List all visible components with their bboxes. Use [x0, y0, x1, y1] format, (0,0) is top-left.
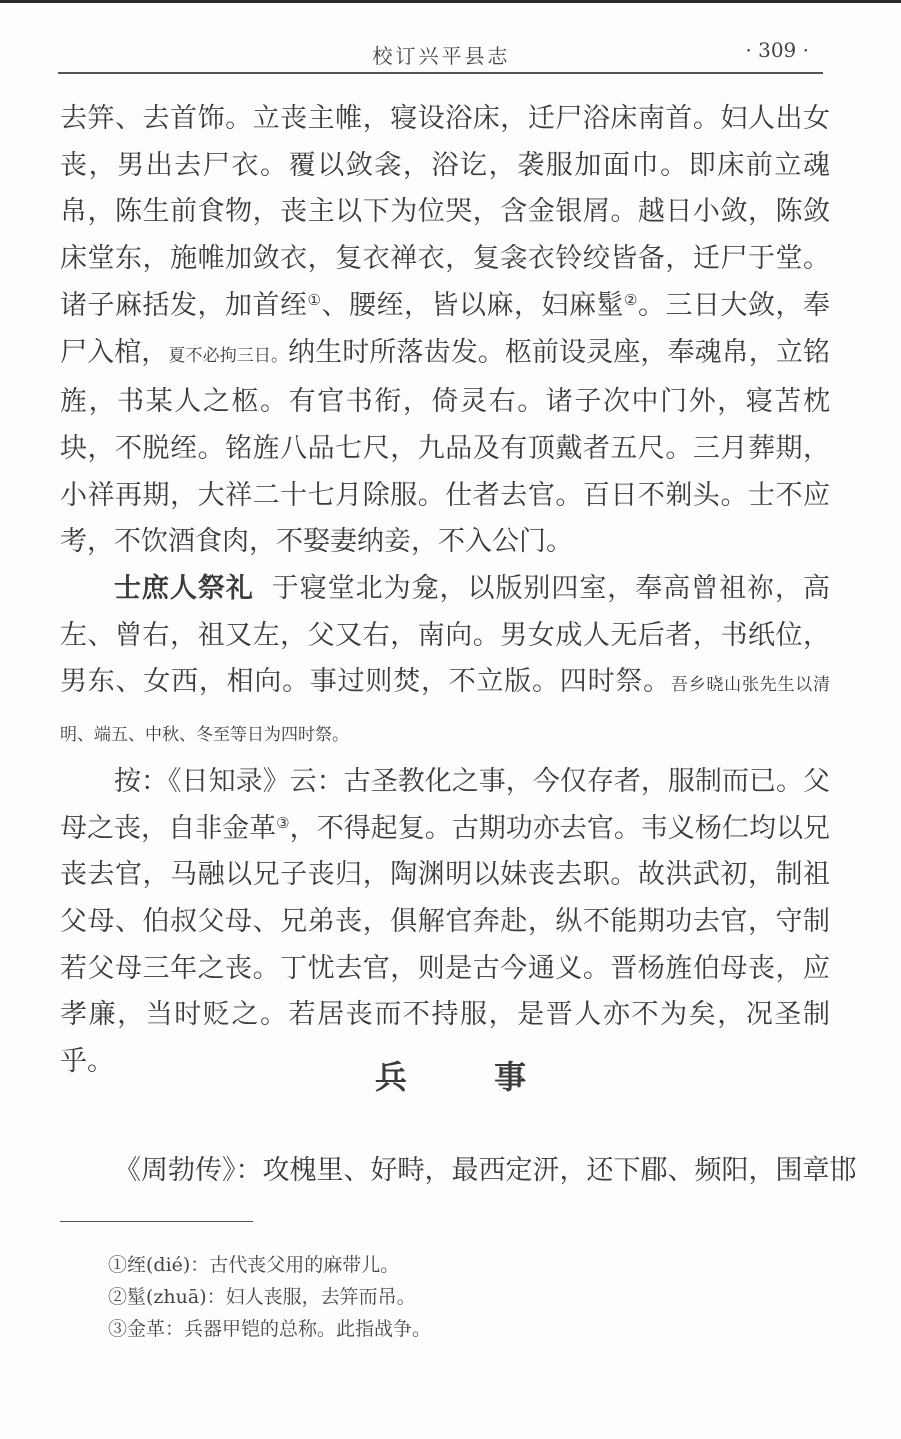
footnote-rule — [60, 1221, 253, 1222]
section-first-line: 《周勃传》：攻槐里、好畤，最西定汧，还下郿、频阳，围章邯 — [114, 1155, 857, 1186]
paragraph-commentary — [60, 759, 830, 1086]
text-run: 于寝堂北为龛，以版别四室，奉高曾祖祢，高左、曾右，祖又左，父又右，南向。男女成人无后者，书纸位，男东、女西，相向。事过则焚，不立版。四时祭。 — [60, 573, 831, 698]
page-number: · 309 · — [745, 38, 809, 62]
running-title: 校订兴平县志 — [372, 44, 511, 68]
footnote-2: ②髽(zhuā)：妇人丧服，去笄而吊。 — [108, 1286, 416, 1308]
paragraph-funeral-rites — [60, 96, 830, 566]
inline-annotation: 吾乡晓山张先生以清明、端五、中秋、冬至等日为四时祭。 — [60, 675, 831, 746]
text-run: ，不得起复。古期功亦去官。韦义杨仁均以兄丧去官，马融以兄子丧归，陶渊明以妹丧去职。故洪武初，制祖父母、伯叔父母、兄弟丧，俱解官奔赴，纵不能期功去官，守制若父母三年之丧。丁忧去官，则是古今通义。晋杨旌伯母丧，应孝廉，当时贬之。若居丧而不持服，是晋人亦不为矣，况圣制乎。 — [60, 812, 830, 1078]
text-run: 。三日大敛，奉尸入棺， — [60, 289, 831, 368]
footnote-ref-1: ① — [307, 290, 322, 309]
paragraph-sacrifice-rites — [60, 566, 830, 759]
text-run: 纳生时所落齿发。柩前设灵座，奉魂帛，立铭旌，书某人之柩。有官书衔，倚灵右。诸子次中门外，寝苫枕块，不脱绖。铭旌八品七尺，九品及有顶戴者五尺。三月葬期，小祥再期，大祥二十七月除服。仕者去官。百日不剃头。士不应考，不饮酒食肉，不娶妻纳妾，不入公门。 — [60, 336, 831, 558]
paragraph-heading: 士庶人祭礼 — [114, 573, 254, 605]
footnote-1: ①绖(dié)：古代丧父用的麻带儿。 — [108, 1254, 400, 1276]
page-top-edge — [0, 0, 901, 3]
text-run: 去笄、去首饰。立丧主帷，寝设浴床，迁尸浴床南首。妇人出女丧，男出去尸衣。覆以敛衾，浴讫，袭服加面巾。即床前立魂帛，陈生前食物，丧主以下为位哭，含金银屑。越日小敛，陈敛床堂东，施帷加敛衣，复衣禅衣，复衾衣铃绞皆备，迁尸于堂。诸子麻括发，加首绖 — [60, 103, 830, 321]
body-text — [60, 96, 830, 1086]
footnotes — [108, 1249, 808, 1345]
section-heading: 兵 事 — [374, 1058, 565, 1096]
footnote-ref-3: ③ — [276, 813, 290, 832]
footnote-3: ③金革：兵器甲铠的总称。此指战争。 — [108, 1318, 432, 1340]
text-run: 按：《日知录》云：古圣教化之事，今仅存者，服制而已。父母之丧，自非金革 — [60, 765, 830, 844]
text-run: 、腰绖，皆以麻，妇麻髽 — [321, 289, 625, 321]
inline-annotation: 夏不必拘三日。 — [168, 345, 289, 366]
running-header — [60, 30, 823, 70]
header-rule — [58, 72, 823, 74]
footnote-ref-2: ② — [624, 290, 638, 309]
